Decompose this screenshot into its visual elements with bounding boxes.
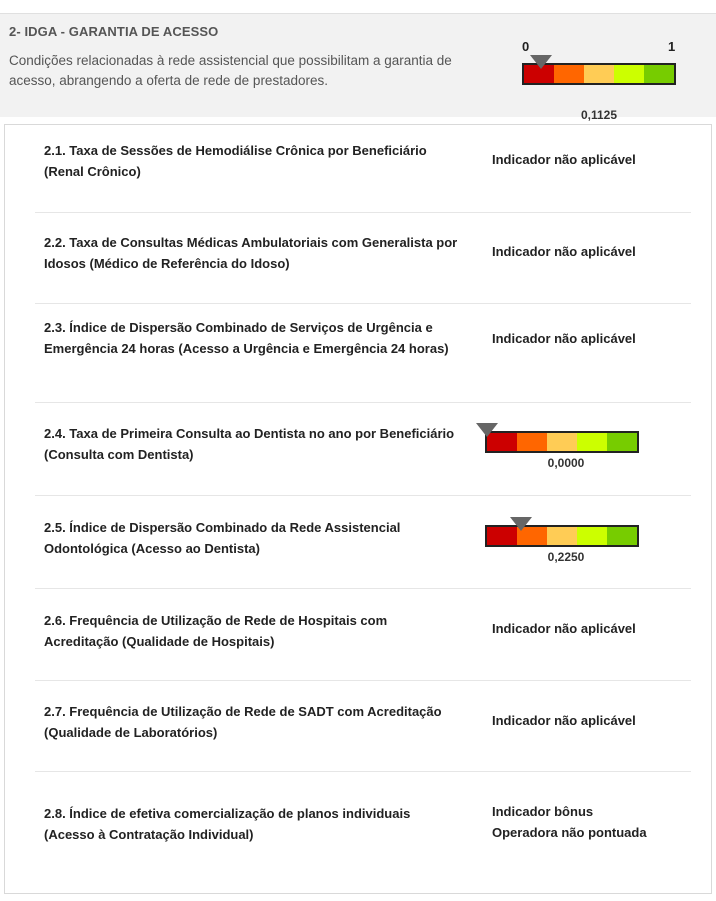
indicator-status-line-2: Operadora não pontuada <box>492 825 647 840</box>
indicator-row <box>35 233 691 293</box>
indicator-title: 2.5. Índice de Dispersão Combinado da Rede Assistencial Odontológica (Acesso ao Dentista) <box>44 520 401 556</box>
row-divider <box>35 588 691 589</box>
gauge-segment-orange <box>554 65 584 83</box>
gauge-segment-yellow <box>547 433 577 451</box>
section-header <box>0 13 716 122</box>
indicator-status-line-1: Indicador bônus <box>492 804 594 819</box>
indicator-title: 2.6. Frequência de Utilização de Rede de Hospitais com Acreditação (Qualidade de Hospitais) <box>44 613 388 649</box>
section-title: 2- IDGA - GARANTIA DE ACESSO <box>9 24 219 39</box>
indicator-title: 2.3. Índice de Dispersão Combinado de Serviços de Urgência e Emergência 24 horas (Acesso a Urgência e Emergência 24 horas) <box>44 320 449 356</box>
gauge-segment-yellow <box>584 65 614 83</box>
gauge-segment-lime <box>577 433 607 451</box>
gauge-bar <box>485 525 639 547</box>
gauge-segment-green <box>644 65 674 83</box>
indicator-status: Indicador não aplicável <box>492 713 636 728</box>
indicator-row <box>35 611 691 671</box>
gauge-marker-icon <box>510 517 532 531</box>
gauge-value: 0,1125 <box>580 108 618 122</box>
indicator-status: Indicador não aplicável <box>492 152 636 167</box>
gauge-marker-icon <box>530 55 552 69</box>
row-divider <box>35 680 691 681</box>
indicator-row <box>35 804 691 864</box>
row-divider <box>35 212 691 213</box>
indicator-row <box>35 318 691 388</box>
gauge-value: 0,0000 <box>547 456 585 470</box>
section-description: Condições relacionadas à rede assistencial que possibilitam a garantia de acesso, abrangendo a oferta de rede de prestadores. <box>9 53 452 88</box>
indicator-status: Indicador não aplicável <box>492 331 636 346</box>
gauge-segment-lime <box>614 65 644 83</box>
indicator-title: 2.2. Taxa de Consultas Médicas Ambulatoriais com Generalista por Idosos (Médico de Referência do Idoso) <box>44 235 458 271</box>
indicator-title: 2.7. Frequência de Utilização de Rede de SADT com Acreditação (Qualidade de Laboratórios) <box>44 704 442 740</box>
row-divider <box>35 303 691 304</box>
gauge-value: 0,2250 <box>547 550 585 564</box>
gauge-segment-yellow <box>547 527 577 545</box>
indicator-status: Indicador não aplicável <box>492 621 636 636</box>
indicator-row <box>35 141 691 201</box>
row-divider <box>35 771 691 772</box>
indicator-status: Indicador não aplicável <box>492 244 636 259</box>
gauge-max-label: 1 <box>668 39 676 54</box>
indicator-title: 2.1. Taxa de Sessões de Hemodiálise Crônica por Beneficiário (Renal Crônico) <box>44 143 427 179</box>
gauge-segment-green <box>607 433 637 451</box>
indicator-row <box>35 518 691 578</box>
row-divider <box>35 402 691 403</box>
gauge-segment-green <box>607 527 637 545</box>
gauge-marker-icon <box>476 423 498 437</box>
indicator-row <box>35 702 691 762</box>
indicator-row <box>35 424 691 484</box>
indicator-title: 2.4. Taxa de Primeira Consulta ao Dentista no ano por Beneficiário (Consulta com Dentista) <box>44 426 455 462</box>
gauge-bar <box>485 431 639 453</box>
gauge-segment-lime <box>577 527 607 545</box>
indicators-panel <box>4 124 712 894</box>
row-divider <box>35 495 691 496</box>
indicator-title: 2.8. Índice de efetiva comercialização de planos individuais (Acesso à Contratação Individual) <box>44 806 411 842</box>
gauge-segment-orange <box>517 433 547 451</box>
gauge-min-label: 0 <box>522 39 530 54</box>
